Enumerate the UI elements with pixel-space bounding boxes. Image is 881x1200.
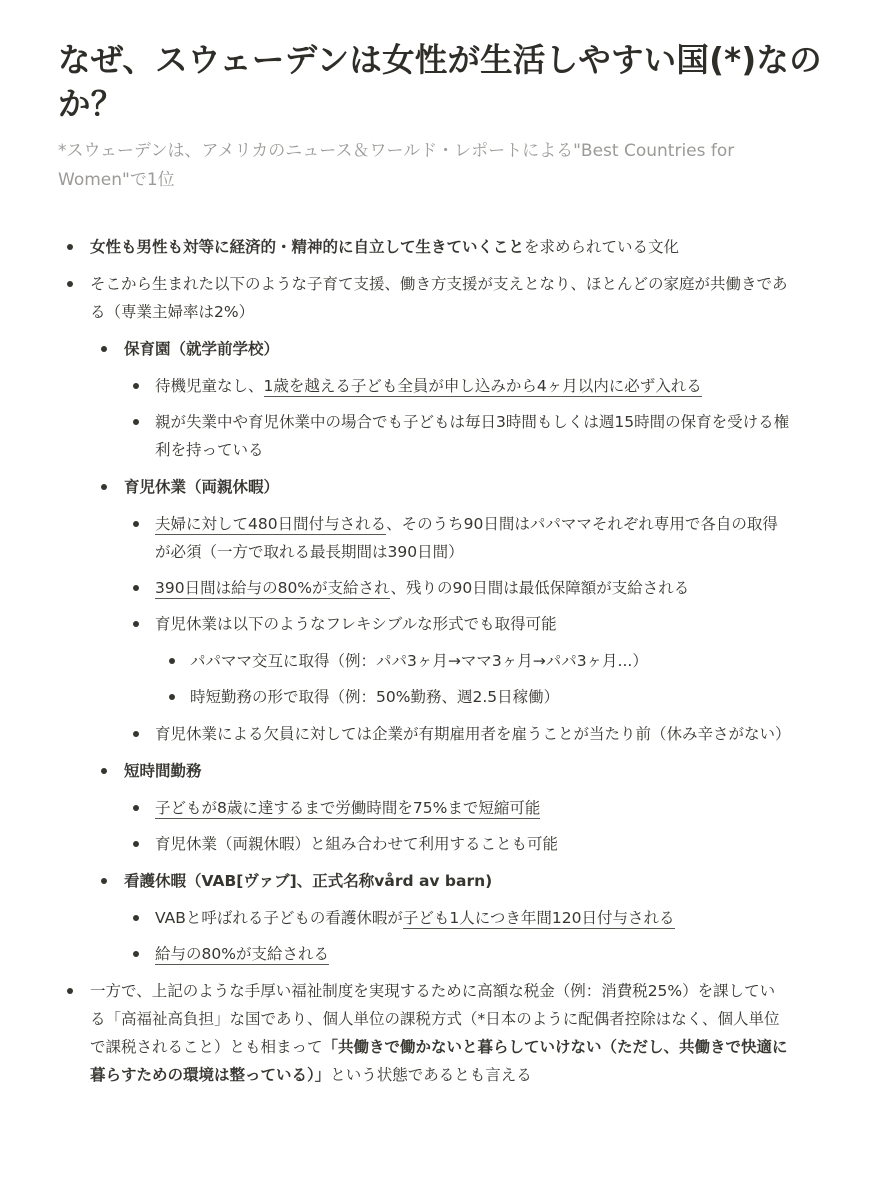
underlined-text: 子どもが8歳に達するまで労働時間を75%まで短縮可能 [155, 799, 541, 817]
underlined-text: 夫婦に対して480日間付与される [155, 515, 387, 533]
list-item [155, 372, 790, 400]
list-item [155, 830, 790, 858]
bullet-icon [169, 658, 175, 664]
bullet-icon [133, 951, 139, 957]
underlined-text: 子ども1人につき年間120日付与される [402, 909, 675, 927]
bullet-icon [101, 878, 107, 884]
list-item-text: 親が失業中や育児休業中の場合でも子どもは毎日3時間もしくは週15時間の保育を受ける権利を持っている [155, 413, 790, 459]
list-item-text: 育児休業は以下のようなフレキシブルな形式でも取得可能 [155, 615, 557, 633]
section-heading: 育児休業（両親休暇） [124, 478, 280, 496]
list-item-text: を求められている文化 [524, 238, 680, 256]
bullet-icon [133, 915, 139, 921]
list-item [155, 794, 790, 822]
bullet-icon [133, 383, 139, 389]
list-item [155, 904, 790, 932]
list-item [90, 977, 790, 1089]
list-item [124, 473, 784, 501]
list-item-text: 待機児童なし、 [155, 377, 264, 395]
underlined-text: 1歳を越える子ども全員が申し込みから4ヶ月以内に必ず入れる [263, 377, 702, 395]
list-item-text: 、そのうち90日間はパパママそれぞれ専用で各自の取得が必須（一方で取れる最長期間は390日間） [155, 515, 778, 561]
page-subtitle: *スウェーデンは、アメリカのニュース＆ワールド・レポートによる"Best Countries for Women"で1位 [58, 141, 735, 190]
bullet-list [0, 233, 881, 1089]
list-item-text: そこから生まれた以下のような子育て支援、働き方支援が支えとなり、ほとんどの家庭が共働きである（専業主婦率は2%） [90, 275, 788, 321]
list-item-bold-text: 「共働きで働かないと暮らしていけない（ただし、共働きで快適に暮らすための環境は整っている）」 [90, 1038, 788, 1084]
bullet-icon [101, 768, 107, 774]
bullet-icon [133, 805, 139, 811]
list-item [124, 757, 784, 785]
list-item [155, 510, 790, 566]
list-item-text: 時短勤務の形で取得（例：50%勤務、週2.5日稼働） [190, 688, 560, 706]
list-item-text: 、残りの90日間は最低保障額が支給される [390, 579, 690, 597]
bullet-icon [133, 585, 139, 591]
underlined-text: 390日間は給与の80%が支給され [155, 579, 391, 597]
bullet-icon [133, 621, 139, 627]
bullet-icon [101, 346, 107, 352]
list-item-text: 一方で、上記のような手厚い福祉制度を実現するために高額な税金（例：消費税25%）を課している「高福祉高負担」な国であり、個人単位の課税方式（*日本のように配偶者控除はなく、個人単位で課税されること）とも相まって [90, 982, 780, 1056]
list-item [155, 574, 790, 602]
bullet-icon [101, 484, 107, 490]
page-title: なぜ、スウェーデンは女性が生活しやすい国(*)なのか？ [58, 41, 822, 123]
list-item-bold-text: 女性も男性も対等に経済的・精神的に自立して生きていくこと [90, 238, 525, 256]
underlined-text: 給与の80%が支給される [155, 945, 329, 963]
list-item [155, 610, 790, 638]
bullet-icon [133, 731, 139, 737]
list-item [124, 867, 784, 895]
list-item-text: 育児休業による欠員に対しては企業が有期雇用者を雇うことが当たり前（休み辛さがない） [155, 725, 791, 743]
bullet-icon [133, 521, 139, 527]
list-item-text: VABと呼ばれる子どもの看護休暇が [155, 909, 403, 927]
list-item [90, 270, 790, 326]
list-item [155, 408, 790, 464]
list-item [190, 683, 790, 711]
section-heading: 保育園（就学前学校） [124, 340, 280, 358]
bullet-icon [67, 244, 73, 250]
bullet-icon [133, 419, 139, 425]
bullet-icon [169, 694, 175, 700]
bullet-icon [67, 281, 73, 287]
bullet-icon [67, 988, 73, 994]
list-item [90, 233, 790, 261]
list-item [155, 720, 790, 748]
section-heading: 看護休暇（VAB[ヴァブ]、正式名称vård av barn) [124, 872, 493, 890]
section-heading: 短時間勤務 [124, 762, 202, 780]
list-item [124, 335, 784, 363]
list-item [190, 647, 790, 675]
list-item-text: 育児休業（両親休暇）と組み合わせて利用することも可能 [155, 835, 559, 853]
list-item-text: パパママ交互に取得（例：パパ3ヶ月→ママ3ヶ月→パパ3ヶ月...） [190, 652, 648, 670]
bullet-icon [133, 841, 139, 847]
list-item-text: という状態であるとも言える [330, 1066, 532, 1084]
list-item [155, 940, 790, 968]
